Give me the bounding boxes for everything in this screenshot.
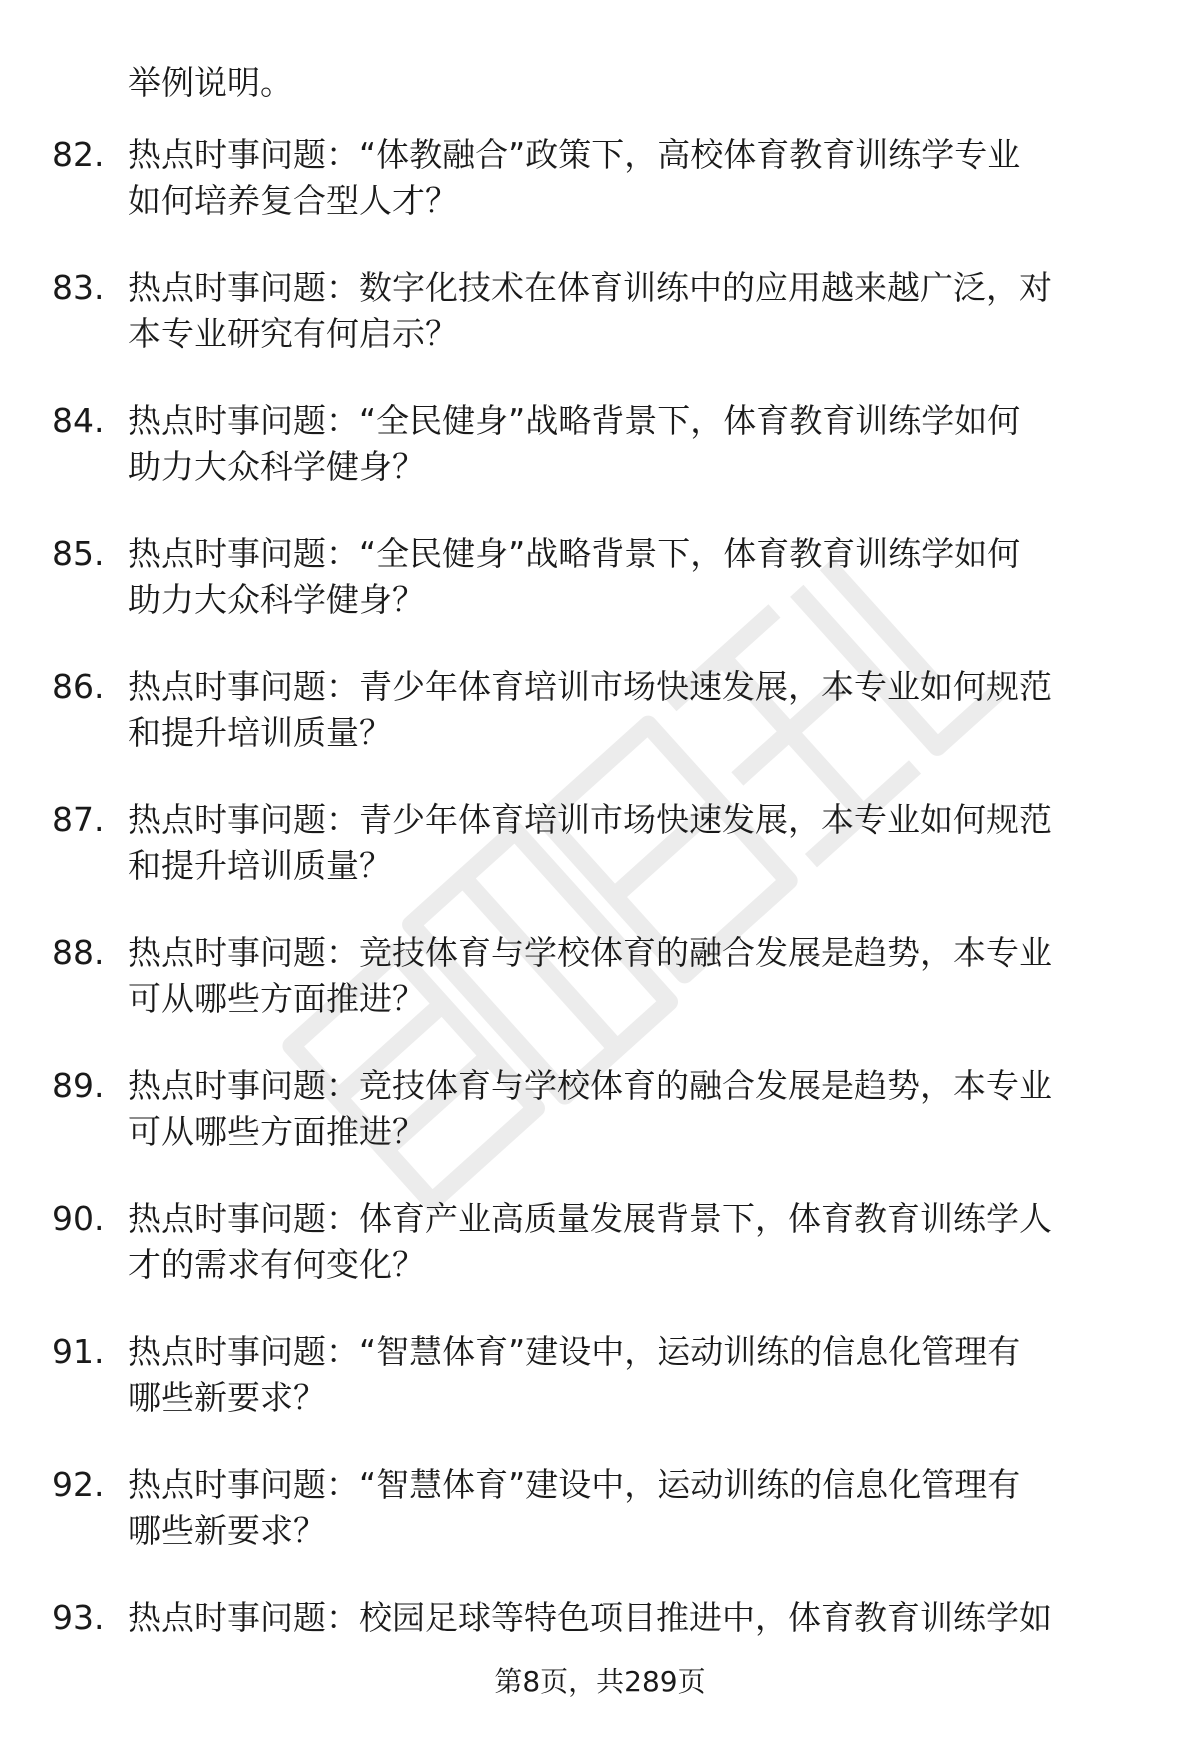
list-item (0, 398, 1200, 531)
list-item (0, 265, 1200, 398)
item-number: 83. (52, 268, 105, 307)
item-text: 热点时事问题：竞技体育与学校体育的融合发展是趋势，本专业 可从哪些方面推进？ (128, 1066, 1052, 1151)
item-number: 82. (52, 135, 105, 174)
item-text: 热点时事问题：“智慧体育”建设中，运动训练的信息化管理有 哪些新要求？ (128, 1465, 1021, 1550)
list-item (0, 1462, 1200, 1595)
item-text: 热点时事问题：青少年体育培训市场快速发展，本专业如何规范 和提升培训质量？ (128, 667, 1052, 752)
list-item (0, 930, 1200, 1063)
question-list (0, 132, 1200, 1728)
item-text: 热点时事问题：青少年体育培训市场快速发展，本专业如何规范 和提升培训质量？ (128, 800, 1052, 885)
item-number: 88. (52, 933, 105, 972)
item-number: 89. (52, 1066, 105, 1105)
list-item (0, 1196, 1200, 1329)
item-text: 热点时事问题：“全民健身”战略背景下，体育教育训练学如何 助力大众科学健身？ (128, 401, 1021, 486)
item-number: 93. (52, 1598, 105, 1637)
item-number: 90. (52, 1199, 105, 1238)
list-item (0, 1063, 1200, 1196)
list-item (0, 531, 1200, 664)
continuation-text: 举例说明。 (128, 63, 293, 102)
item-number: 86. (52, 667, 105, 706)
item-text: 热点时事问题：校园足球等特色项目推进中，体育教育训练学如 (128, 1598, 1052, 1637)
list-item (0, 664, 1200, 797)
item-text: 热点时事问题：“全民健身”战略背景下，体育教育训练学如何 助力大众科学健身？ (128, 534, 1021, 619)
item-number: 87. (52, 800, 105, 839)
list-item (0, 1329, 1200, 1462)
list-item (0, 132, 1200, 265)
item-number: 84. (52, 401, 105, 440)
item-text: 热点时事问题：竞技体育与学校体育的融合发展是趋势，本专业 可从哪些方面推进？ (128, 933, 1052, 1018)
item-text: 热点时事问题：“智慧体育”建设中，运动训练的信息化管理有 哪些新要求？ (128, 1332, 1021, 1417)
item-number: 85. (52, 534, 105, 573)
list-item (0, 797, 1200, 930)
item-number: 91. (52, 1332, 105, 1371)
item-text: 热点时事问题：“体教融合”政策下，高校体育教育训练学专业 如何培养复合型人才？ (128, 135, 1021, 220)
item-text: 热点时事问题：数字化技术在体育训练中的应用越来越广泛，对 本专业研究有何启示？ (128, 268, 1052, 353)
item-text: 热点时事问题：体育产业高质量发展背景下，体育教育训练学人 才的需求有何变化？ (128, 1199, 1052, 1284)
page-footer: 第8页，共289页 (494, 1665, 706, 1698)
item-number: 92. (52, 1465, 105, 1504)
